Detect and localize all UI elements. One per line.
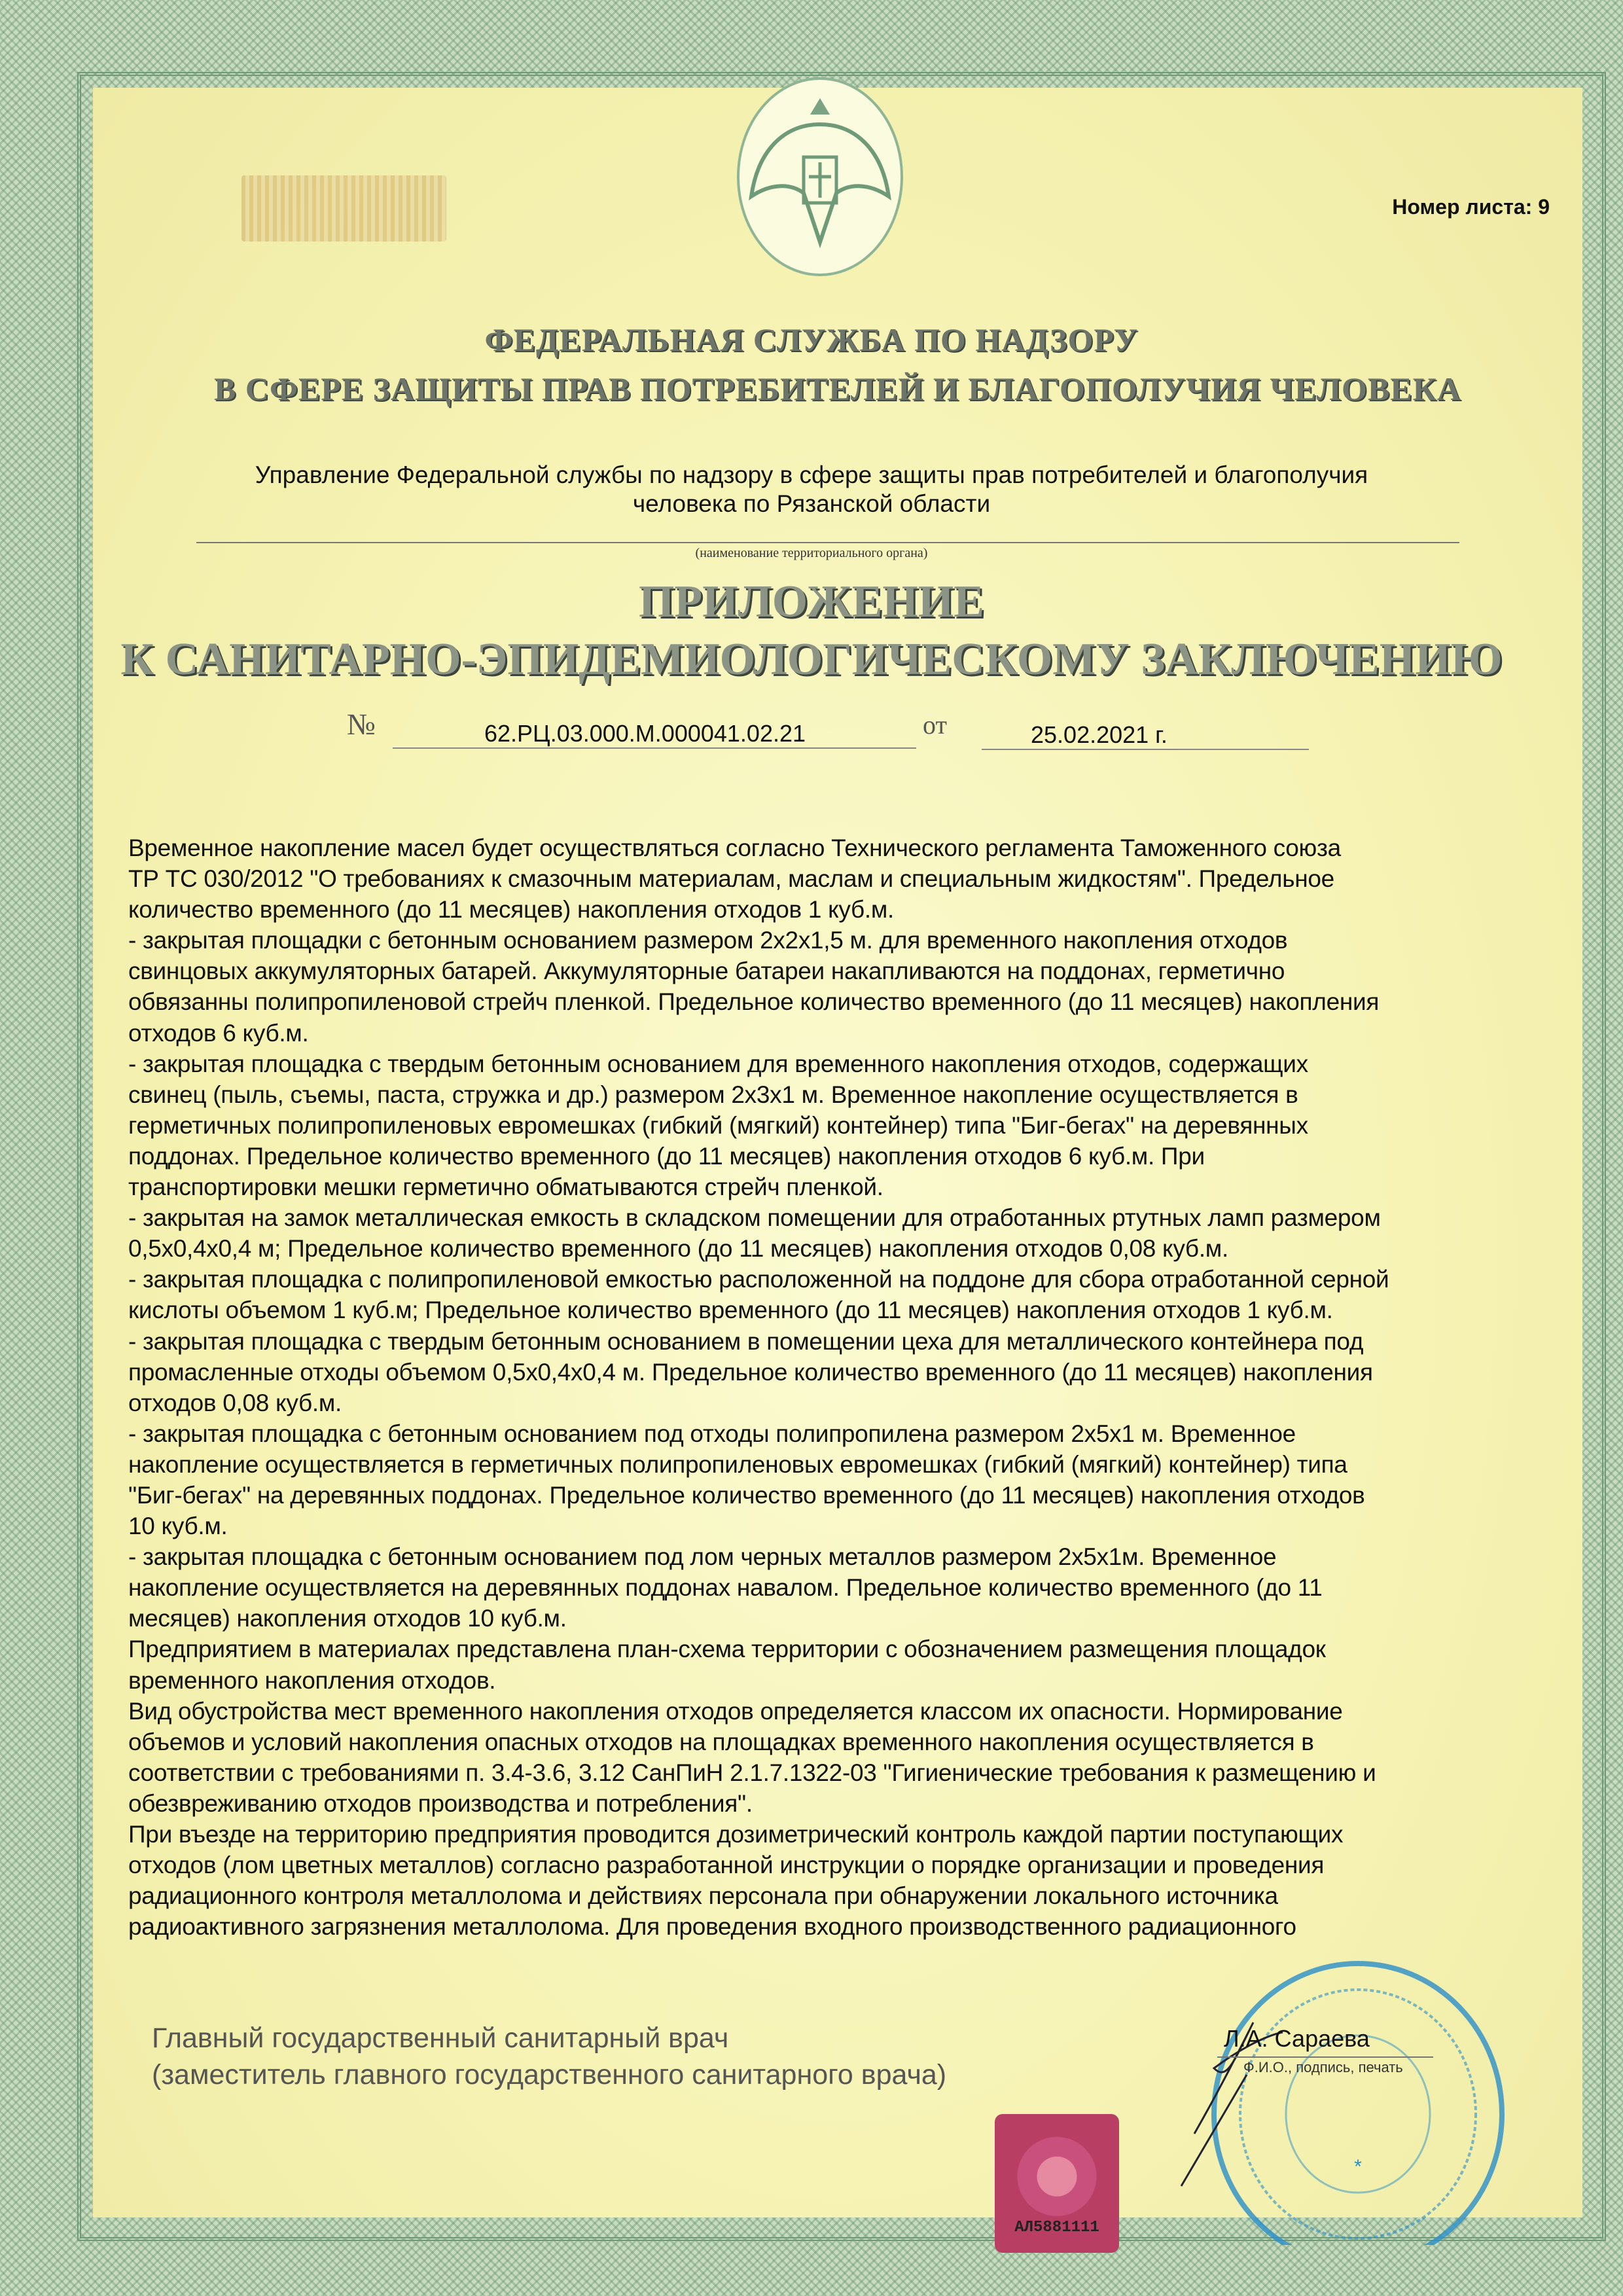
body-line: временного накопления отходов.	[128, 1666, 496, 1694]
body-line: радиационного контроля металлолома и действиях персонала при обнаружении локального источника	[128, 1882, 1278, 1910]
number-underline	[393, 747, 916, 749]
body-line: месяцев) накопления отходов 10 куб.м.	[128, 1605, 567, 1632]
body-line: поддонах. Предельное количество временного (до 11 месяцев) накопления отходов 6 куб.м. При	[128, 1142, 1205, 1170]
org-title-line2: В СФЕРЕ ЗАЩИТЫ ПРАВ ПОТРЕБИТЕЛЕЙ И БЛАГОПОЛУЧИЯ ЧЕЛОВЕКА	[214, 370, 1461, 407]
hologram-seal	[995, 2114, 1119, 2253]
signature-caption: Ф.И.О., подпись, печать	[1243, 2059, 1403, 2075]
department-line1: Управление Федеральной службы по надзору в сфере защиты прав потребителей и благополучия	[255, 461, 1368, 488]
svg-text:*: *	[1354, 2156, 1362, 2178]
document-date: 25.02.2021 г.	[1031, 721, 1168, 748]
body-line: 10 куб.м.	[128, 1513, 228, 1540]
body-line: - закрытая площадка с твердым бетонным основанием в помещении цеха для металлического контейнера под	[128, 1327, 1364, 1355]
signer-position-line2: (заместитель главного государственного санитарного врача)	[152, 2059, 947, 2090]
body-line: накопление осуществляется в герметичных полипропиленовых евромешках (гибкий (мягкий) контейнер) типа	[128, 1450, 1347, 1478]
body-line: соответствии с требованиями п. 3.4-3.6, 3.12 СанПиН 2.1.7.1322-03 "Гигиенические требования к размещению и	[128, 1759, 1376, 1786]
body-line: отходов (лом цветных металлов) согласно разработанной инструкции о порядке организации и проведения	[128, 1852, 1325, 1879]
document-number: 62.РЦ.03.000.М.000041.02.21	[484, 720, 806, 747]
body-line: свинец (пыль, съемы, паста, стружка и др.) размером 2x3x1 м. Временное накопление осуществляется в	[128, 1081, 1298, 1108]
signer-position-line1: Главный государственный санитарный врач	[152, 2022, 729, 2054]
body-line: транспортировки мешки герметично обматываются стрейч пленкой.	[128, 1174, 883, 1201]
department-caption: (наименование территориального органа)	[695, 546, 928, 560]
body-line: Вид обустройства мест временного накопления отходов определяется классом их опасности. Нормирование	[128, 1697, 1343, 1725]
org-title-line1: ФЕДЕРАЛЬНАЯ СЛУЖБА ПО НАДЗОРУ	[484, 321, 1139, 358]
body-line: количество временного (до 11 месяцев) накопления отходов 1 куб.м.	[128, 896, 894, 924]
hologram-serial: АЛ5881111	[1014, 2219, 1099, 2236]
body-line: "Биг-бегах" на деревянных поддонах. Предельное количество временного (до 11 месяцев) накопления отходов	[128, 1481, 1365, 1509]
body-line: герметичных полипропиленовых евромешках (гибкий (мягкий) контейнер) типа "Биг-бегах" на деревянных	[128, 1111, 1308, 1139]
number-sign: №	[347, 708, 376, 741]
body-line: обезвреживанию отходов производства и потребления".	[128, 1789, 753, 1817]
date-underline	[982, 749, 1309, 750]
official-seal-stamp-icon	[1142, 1957, 1535, 2245]
document-title-line2: К САНИТАРНО-ЭПИДЕМИОЛОГИЧЕСКОМУ ЗАКЛЮЧЕНИЮ	[120, 634, 1503, 685]
body-line: обвязанны полипропиленовой стрейч пленкой. Предельное количество временного (до 11 месяцев) накопления	[128, 988, 1380, 1016]
body-line: - закрытая площадка с бетонным основанием под лом черных металлов размером 2x5x1м. Временное	[128, 1543, 1277, 1571]
signature-line	[1217, 2056, 1433, 2058]
body-line: радиоактивного загрязнения металлолома. Для проведения входного производственного радиационного	[128, 1913, 1296, 1941]
coat-of-arms-emblem-icon	[732, 52, 908, 281]
body-line: отходов 6 куб.м.	[128, 1019, 309, 1047]
signer-name: Л.А. Сараева	[1224, 2025, 1370, 2052]
document-number-line	[0, 707, 1623, 746]
body-line: - закрытая площадки с бетонным основанием размером 2x2x1,5 м. для временного накопления отходов	[128, 927, 1288, 954]
body-line: При въезде на территорию предприятия проводится дозиметрический контроль каждой партии поступающих	[128, 1821, 1344, 1848]
body-text	[128, 833, 1594, 1942]
body-line: - закрытая площадка с твердым бетонным основанием для временного накопления отходов, содержащих	[128, 1050, 1308, 1077]
body-line: промасленные отходы объемом 0,5x0,4x0,4 м. Предельное количество временного (до 11 месяцев) накопления	[128, 1358, 1373, 1386]
body-line: свинцовых аккумуляторных батарей. Аккумуляторные батареи накапливаются на поддонах, герметично	[128, 958, 1285, 985]
document-title-line1: ПРИЛОЖЕНИЕ	[638, 577, 984, 627]
body-line: Временное накопление масел будет осуществляться согласно Технического регламента Таможенного союза	[128, 834, 1341, 861]
body-line: отходов 0,08 куб.м.	[128, 1389, 342, 1416]
department-line2: человека по Рязанской области	[632, 490, 991, 517]
body-line: ТР ТС 030/2012 "О требованиях к смазочным материалам, маслам и специальным жидкостям". Предельное	[128, 865, 1334, 893]
hologram-sticker	[241, 175, 446, 242]
body-line: накопление осуществляется на деревянных поддонах навалом. Предельное количество временного (до 11	[128, 1574, 1323, 1602]
body-line: объемов и условий накопления опасных отходов на площадках временного накопления осуществляется в	[128, 1728, 1314, 1755]
divider	[196, 542, 1459, 543]
body-line: 0,5x0,4x0,4 м; Предельное количество временного (до 11 месяцев) накопления отходов 0,08 куб.м.	[128, 1235, 1228, 1263]
body-line: кислоты объемом 1 куб.м; Предельное количество временного (до 11 месяцев) накопления отходов 1 куб.м.	[128, 1297, 1333, 1324]
from-label: от	[923, 710, 947, 740]
sheet-number: Номер листа: 9	[1392, 195, 1550, 219]
body-line: - закрытая площадка с полипропиленовой емкостью расположенной на поддоне для сбора отработанной серной	[128, 1266, 1389, 1293]
body-line: - закрытая на замок металлическая емкость в складском помещении для отработанных ртутных ламп размером	[128, 1204, 1381, 1232]
body-line: - закрытая площадка с бетонным основанием под отходы полипропилена размером 2x5x1 м. Временное	[128, 1420, 1296, 1447]
body-line: Предприятием в материалах представлена план-схема территории с обозначением размещения площадок	[128, 1636, 1326, 1663]
